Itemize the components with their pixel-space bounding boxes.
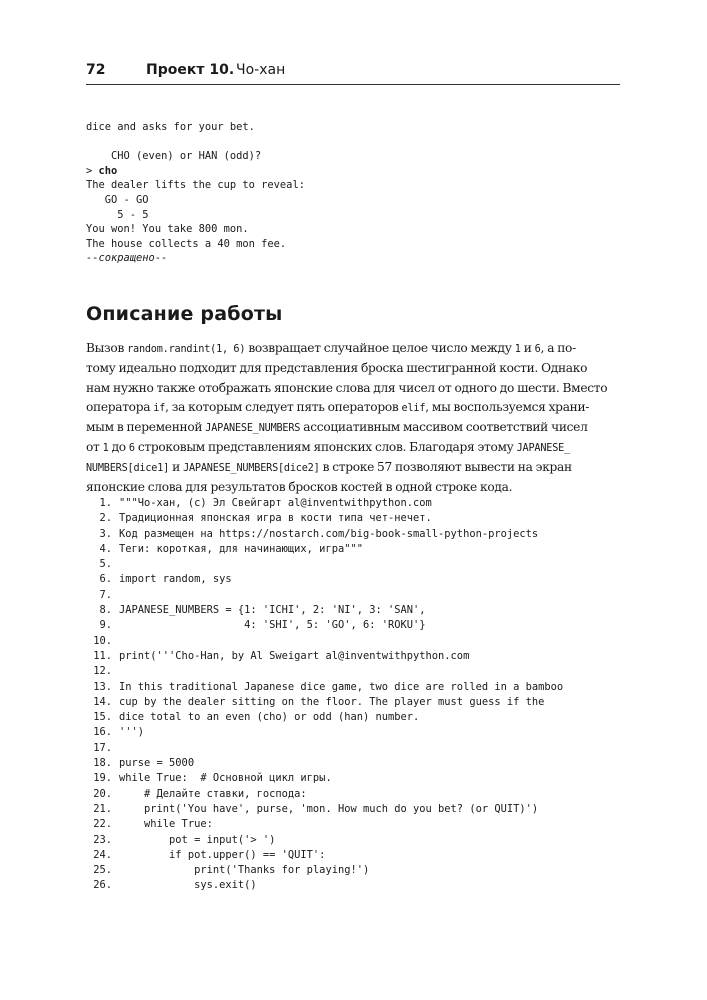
line-number: 14. (93, 695, 112, 708)
code-line (86, 603, 563, 618)
code-line (86, 833, 563, 848)
paragraph-text: ассоциативным массивом соответствий чисел (300, 420, 588, 435)
code-text: purse = 5000 (119, 757, 195, 770)
code-text: dice total to an even (cho) or odd (han) number. (119, 711, 420, 724)
code-line (86, 634, 563, 649)
inline-code: 1 (102, 442, 109, 454)
paragraph-text: , мы воспользуемся храни- (425, 400, 590, 415)
code-text (113, 557, 119, 572)
line-number: 9. (99, 619, 112, 632)
line-number: 21. (93, 802, 112, 815)
chapter-title: Чо-хан (236, 62, 286, 78)
code-line (86, 725, 563, 740)
paragraph-text: от (86, 439, 103, 454)
inline-code: random.randint(1, 6) (127, 344, 246, 355)
code-text: print('''Cho-Han, by Al Sweigart al@inventwithpython.com (119, 649, 470, 662)
line-number: 7. (99, 588, 112, 601)
line-number: 26. (93, 879, 112, 892)
line-number: 18. (93, 757, 112, 770)
code-text: while True: (119, 818, 213, 831)
output-line: The dealer lifts the cup to reveal: (86, 179, 305, 192)
output-prompt: > (86, 164, 99, 177)
code-line (86, 741, 563, 756)
line-number: 12. (93, 665, 112, 678)
line-number: 4. (99, 542, 112, 555)
line-number: 3. (99, 527, 112, 540)
line-number: 24. (93, 848, 112, 861)
inline-code: 6 (534, 344, 541, 355)
code-text: Код размещен на https://nostarch.com/big-book-small-python-projects (119, 527, 539, 540)
code-line (86, 756, 563, 771)
line-number: 16. (93, 726, 112, 739)
code-text: print('Thanks for playing!') (119, 864, 370, 877)
project-label: Проект 10. (146, 62, 235, 78)
paragraph-text: возвращает случайное целое число между (245, 341, 515, 355)
line-number: 25. (93, 864, 112, 877)
code-text: Теги: короткая, для начинающих, игра""" (119, 542, 363, 555)
line-number: 15. (93, 711, 112, 724)
code-line (86, 802, 563, 817)
line-number: 6. (99, 573, 112, 586)
code-text: In this traditional Japanese dice game, two dice are rolled in a bamboo (119, 680, 564, 693)
code-line (86, 511, 563, 526)
line-number: 17. (93, 741, 112, 754)
paragraph-line (86, 359, 626, 379)
line-number: 8. (99, 604, 112, 617)
page-header (86, 60, 620, 85)
inline-code: JAPANESE_NUMBERS (205, 423, 301, 435)
code-text: 4: 'SHI', 5: 'GO', 6: 'ROKU'} (119, 619, 426, 632)
paragraph-text: , а по- (540, 341, 576, 355)
paragraph-text: мым в переменной (86, 420, 206, 435)
code-line (86, 863, 563, 878)
line-number: 23. (93, 833, 112, 846)
code-line (86, 787, 563, 802)
code-text: sys.exit() (119, 879, 257, 892)
code-line (86, 496, 563, 511)
code-line (86, 817, 563, 832)
output-line (86, 164, 305, 179)
code-line (86, 680, 563, 695)
output-line: You won! You take 800 mon. (86, 223, 249, 236)
output-line: CHO (even) or HAN (odd)? (86, 150, 262, 163)
code-listing (86, 496, 563, 894)
paragraph-text: оператора (86, 400, 154, 415)
code-line (86, 649, 563, 664)
code-line (86, 557, 563, 572)
paragraph-text: до (108, 439, 129, 454)
code-line (86, 572, 563, 587)
paragraph-line (86, 339, 626, 359)
line-number: 5. (99, 558, 112, 571)
paragraph-text: и (169, 459, 184, 474)
code-text: Традиционная японская игра в кости типа чет-нечет. (119, 512, 432, 525)
paragraph-text: и (520, 341, 535, 355)
code-text: ''') (119, 726, 145, 739)
body-paragraph (86, 339, 626, 497)
code-line (86, 710, 563, 725)
inline-code: 6 (128, 442, 135, 454)
code-line (86, 848, 563, 863)
paragraph-line (86, 418, 626, 438)
output-line: 5 - 5 (86, 208, 149, 221)
code-line (86, 618, 563, 633)
line-number: 20. (93, 787, 112, 800)
line-number: 10. (93, 634, 112, 647)
code-text: """Чо-хан, (c) Эл Свейгарт al@inventwithpython.com (119, 497, 432, 509)
program-output (86, 120, 305, 266)
paragraph-line (86, 478, 626, 498)
paragraph-text: Вызов (86, 341, 128, 355)
paragraph-text: , за которым следует пять операторов (165, 400, 402, 415)
line-number: 13. (93, 680, 112, 693)
code-line (86, 588, 563, 603)
paragraph-line (86, 458, 626, 478)
paragraph-line (86, 438, 626, 458)
output-line: dice and asks for your bet. (86, 121, 255, 133)
line-number: 1. (99, 497, 112, 509)
section-heading: Описание работы (86, 303, 283, 325)
code-line (86, 542, 563, 557)
output-line: The house collects a 40 mon fee. (86, 237, 287, 250)
code-text: while True: # Основной цикл игры. (119, 772, 332, 785)
user-input: cho (98, 164, 118, 177)
paragraph-text: в строке 57 позволяют вывести на экран (319, 459, 572, 474)
omitted-marker: --сокращено-- (86, 252, 168, 265)
code-text: JAPANESE_NUMBERS = {1: 'ICHI', 2: 'NI', 3: 'SAN', (119, 604, 426, 617)
paragraph-line (86, 398, 626, 418)
code-text (113, 588, 119, 603)
code-text: pot = input('> ') (119, 833, 276, 846)
code-text (113, 741, 119, 756)
inline-code: elif (401, 403, 426, 415)
inline-code: JAPANESE_ (516, 442, 571, 454)
paragraph-text: тому идеально подходит для представления броска шестигранной кости. Однако (86, 360, 588, 375)
output-line: GO - GO (86, 193, 149, 206)
code-text: cup by the dealer sitting on the floor. The player must guess if the (119, 695, 545, 708)
code-text: import random, sys (119, 573, 232, 586)
paragraph-text: нам нужно также отображать японские слова для чисел от одного до шести. Вместо (86, 380, 608, 395)
output-line (86, 135, 305, 150)
inline-code: 1 (514, 344, 521, 355)
code-line (86, 878, 563, 893)
paragraph-text: японские слова для результатов бросков костей в одной строке кода. (86, 479, 513, 494)
code-line (86, 664, 563, 679)
paragraph-line (86, 379, 626, 399)
code-text (113, 634, 119, 649)
code-text: # Делайте ставки, господа: (119, 787, 307, 800)
code-line (86, 695, 563, 710)
code-text: if pot.upper() == 'QUIT': (119, 848, 326, 861)
line-number: 2. (99, 512, 112, 525)
paragraph-text: строковым представлениям японских слов. Благодаря этому (134, 439, 517, 454)
line-number: 22. (93, 818, 112, 831)
line-number: 11. (93, 649, 112, 662)
inline-code: JAPANESE_NUMBERS[dice2] (183, 462, 320, 474)
code-text (113, 664, 119, 679)
line-number: 19. (93, 772, 112, 785)
page-number: 72 (86, 62, 106, 78)
code-line (86, 527, 563, 542)
inline-code: if (153, 403, 166, 415)
output-line (86, 251, 305, 266)
code-text: print('You have', purse, 'mon. How much do you bet? (or QUIT)') (119, 802, 539, 815)
code-line (86, 771, 563, 786)
inline-code: NUMBERS[dice1] (86, 462, 170, 474)
